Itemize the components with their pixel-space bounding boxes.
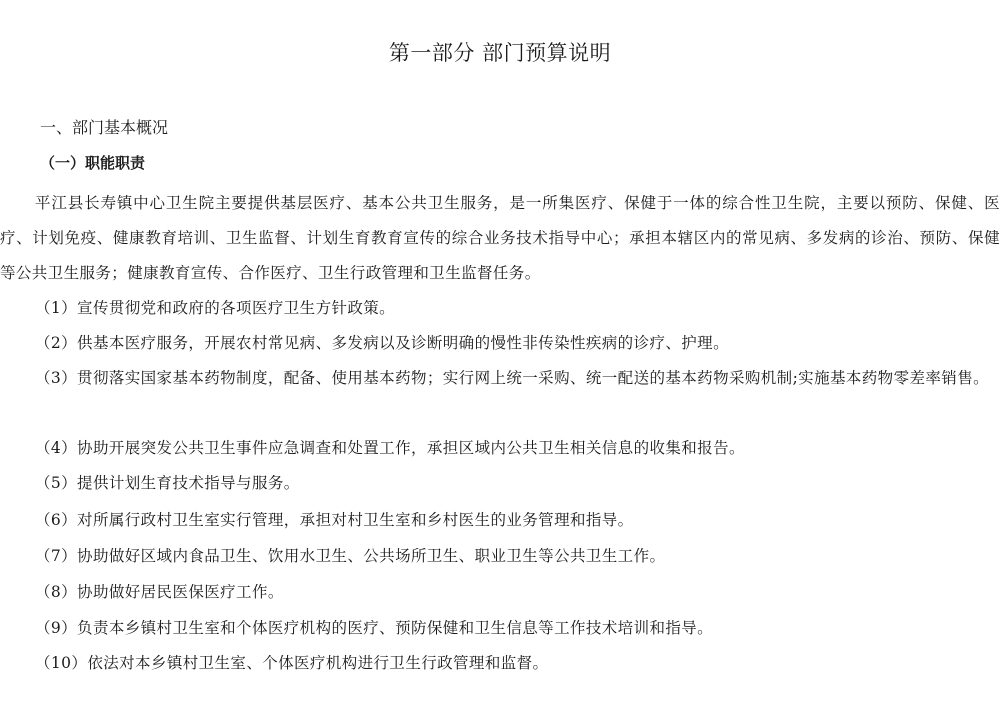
list-item: （7）协助做好区域内食品卫生、饮用水卫生、公共场所卫生、职业卫生等公共卫生工作。 [35,547,666,565]
list-item: （1）宣传贯彻党和政府的各项医疗卫生方针政策。 [35,299,396,317]
list-item: （10）依法对本乡镇村卫生室、个体医疗机构进行卫生行政管理和监督。 [35,654,549,672]
list-item: （8）协助做好居民医保医疗工作。 [35,583,284,601]
page-title: 第一部分 部门预算说明 [388,41,612,65]
list-item: （4）协助开展突发公共卫生事件应急调查和处置工作，承担区域内公共卫生相关信息的收集和报告。 [35,439,745,457]
subsection-heading-functions: （一）职能职责 [40,154,146,172]
intro-paragraph: 平江县长寿镇中心卫生院主要提供基层医疗、基本公共卫生服务，是一所集医疗、保健于一体的综合性卫生院，主要以预防、保健、医疗、计划免疫、健康教育培训、卫生监督、计划生育教育宣传的综合业务技术指导中心；承担本辖区内的常见病、多发病的诊治、预防、保健等公共卫生服务；健康教育宣传、合作医疗、卫生行政管理和卫生监督任务。 [0,194,1000,282]
list-item: （5）提供计划生育技术指导与服务。 [35,474,300,492]
list-item: （3）贯彻落实国家基本药物制度，配备、使用基本药物；实行网上统一采购、统一配送的基本药物采购机制;实施基本药物零差率销售。 [35,369,989,387]
list-item: （9）负责本乡镇村卫生室和个体医疗机构的医疗、预防保健和卫生信息等工作技术培训和指导。 [35,619,714,637]
section-heading-basic-overview: 一、部门基本概况 [40,118,169,137]
list-item: （6）对所属行政村卫生室实行管理，承担对村卫生室和乡村医生的业务管理和指导。 [35,511,634,529]
list-item: （2）供基本医疗服务，开展农村常见病、多发病以及诊断明确的慢性非传染性疾病的诊疗、护理。 [35,334,729,352]
